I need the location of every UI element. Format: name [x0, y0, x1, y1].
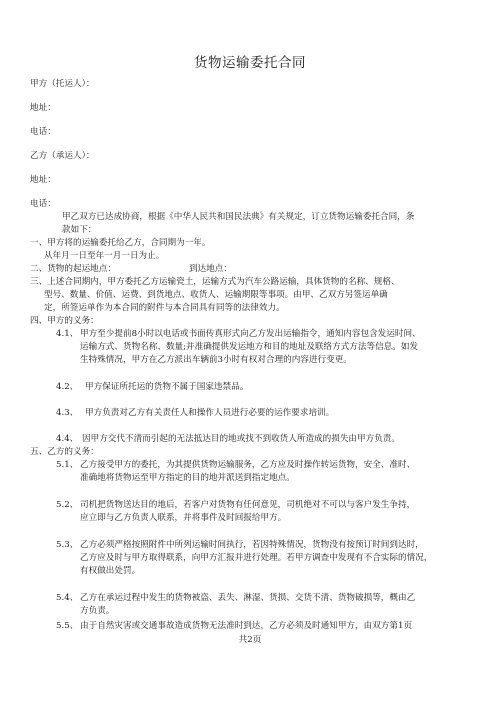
clause-5-5-number: 5.5、 [56, 621, 79, 631]
intro-line-2: 款如下： [62, 225, 97, 235]
section-5: 五、乙方的义务： [30, 447, 99, 457]
party-b-phone: 电话： [30, 199, 56, 209]
clause-5-4-line-1: 乙方在承运过程中发生的货物被盗、丢失、淋湿、货损、交货不清、货物破损等，概由乙 [80, 593, 416, 603]
clause-4-4-text: 因甲方交代不清而引起的无法抵达目的地或找不到收货人所造成的损失由甲方负责。 [82, 434, 400, 444]
clause-5-3-line-3: 有权做出处罚。 [80, 566, 141, 576]
clause-4-4-number: 4.4、 [56, 434, 79, 444]
clause-4-1-line-1: 甲方至少提前8小时以电话或书面传真形式向乙方发出运输指令，通知内容包含发运时间、 [80, 329, 421, 339]
clause-5-1-line-2: 准确地将货物运至甲方指定的目的地并派送到指定地点。 [80, 473, 295, 483]
clause-4-3-text: 甲方负责对乙方有关责任人和操作人员进行必要的运作要求培训。 [85, 408, 335, 418]
clause-4-1-line-2: 运输方式、货物名称、数量;并准确提供发运地方和目的地址及联络方式方法等信息。如发 [80, 342, 419, 352]
intro-line-1: 甲乙双方已达成协商，根据《中华人民共和国民法典》有关规定，订立货物运输委托合同，条 [62, 212, 415, 222]
clause-5-1-line-1: 乙方接受甲方的委托，为其提供货物运输服务，乙方应及时操作转运货物，安全、准时、 [80, 460, 416, 470]
section-2-origin: 二、货物的起运地点： [30, 264, 116, 274]
section-1-period: 从年月一日至年一月一日为止。 [44, 251, 165, 261]
party-a-phone: 电话： [30, 127, 56, 137]
page-count-footer: 共2页 [238, 635, 262, 645]
clause-5-4-number: 5.4、 [56, 593, 79, 603]
clause-5-4-line-2: 方负责。 [80, 606, 115, 616]
section-1: 一、甲方将的运输委托给乙方，合同期为一年。 [30, 238, 211, 248]
clause-4-2-text: 甲方保证所托运的货物不属于国家违禁品。 [85, 382, 249, 392]
party-a-address: 地址： [30, 103, 56, 113]
clause-5-3-number: 5.3、 [56, 540, 79, 550]
clause-5-2-number: 5.2、 [56, 500, 79, 510]
clause-5-2-line-2: 应立即与乙方负责人联系，并将事件及时回报给甲方。 [80, 513, 287, 523]
party-b-label: 乙方（承运人）： [30, 151, 95, 161]
clause-5-3-line-1: 乙方必须严格按照附件中所列运输时间执行，若因特殊情况，货物没有按预订时间到达时， [80, 540, 424, 550]
section-2-destination: 到达地点： [189, 264, 232, 274]
party-b-address: 地址： [30, 175, 56, 185]
section-3-line-2: 型号、数量、价值、运费、到货地点、收货人、运输期限等事项。由甲、乙双方另签运单确 [44, 290, 388, 300]
clause-4-3-number: 4.3、 [56, 408, 79, 418]
section-3-line-1: 三、上述合同期内，甲方委托乙方运输瓷土，运输方式为汽车公路运输，具体货物的名称、规格、 [30, 277, 400, 287]
clause-5-3-line-2: 乙方应及时与甲方取得联系，向甲方汇报并进行处理。若甲方调查中发现有不合实际的情况， [80, 553, 433, 563]
section-3-line-3: 定，所签运单作为本合同的附件与本合同具有同等的法律效力。 [44, 303, 285, 313]
clause-4-2-number: 4.2、 [56, 382, 79, 392]
clause-4-1-number: 4.1、 [56, 329, 79, 339]
clause-5-1-number: 5.1、 [56, 460, 79, 470]
page-title: 货物运输委托合同 [194, 55, 306, 71]
section-4: 四、甲方的义务： [30, 316, 99, 326]
clause-5-5-line-1: 由于自然灾害或交通事故造成货物无法准时到达，乙方必须及时通知甲方，由双方第1页 [80, 621, 413, 631]
clause-5-2-line-1: 司机把货物送达目的地后，若客户对货物有任何意见，司机绝对不可以与客户发生争持， [80, 500, 416, 510]
party-a-label: 甲方（托运人）： [30, 79, 95, 89]
clause-4-1-line-3: 生特殊情况，甲方在乙方派出车辆前3小时有权对合理的内容进行变更。 [80, 355, 352, 365]
